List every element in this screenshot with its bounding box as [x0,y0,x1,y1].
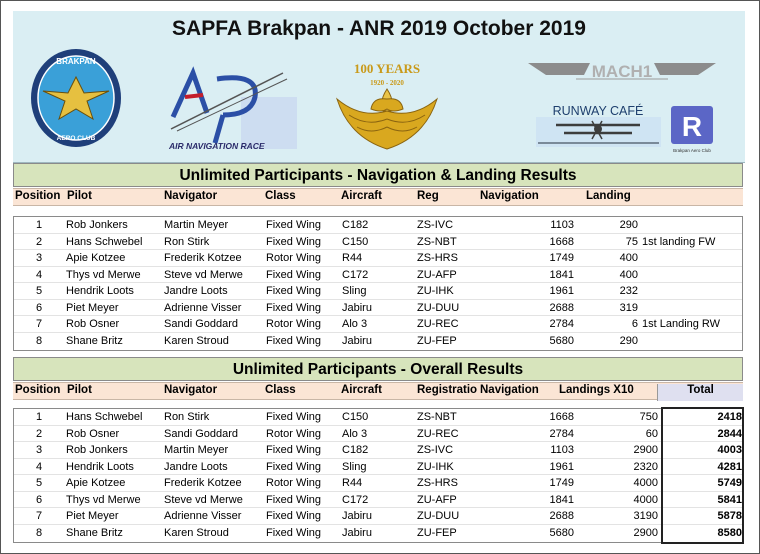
cell-position: 5 [35,477,43,489]
table-row [14,217,742,234]
cell-total: 4003 [717,444,742,456]
cell-position: 2 [35,235,43,248]
cell-navigation: 2688 [549,301,574,314]
runway-cafe-logo [536,103,661,153]
cell-pilot: Rob Osner [66,427,120,440]
header-total: Total [657,384,743,401]
mach1-text: MACH1 [591,62,653,81]
cell-landings-x10: 3190 [633,510,658,522]
table-row [14,442,742,459]
cell-landings-x10: 4000 [633,477,658,489]
header-navigator: Navigator [164,384,218,396]
table-row [14,409,742,426]
cell-position: 2 [35,427,43,440]
years-logo-main-text: 100 YEARS [353,61,421,76]
cell-navigator: Jandre Loots [164,460,228,473]
r-logo-letter: R [681,111,703,142]
cell-position: 6 [35,301,43,314]
cell-navigation: 1749 [549,477,574,489]
nav-landing-table [13,216,743,351]
cell-class: Fixed Wing [266,235,322,248]
header-registration: Registratio [417,384,478,396]
cell-landing: 232 [619,285,638,297]
cell-landings-x10: 4000 [633,493,658,506]
table-row [14,492,742,509]
cell-aircraft: C182 [342,444,369,456]
anr-logo-text: AIR NAVIGATION RACE [169,141,265,151]
cell-class: Fixed Wing [266,285,322,297]
overall-title: Unlimited Participants - Overall Results [13,357,743,381]
cell-aircraft: Sling [342,460,367,473]
cell-registration: ZS-HRS [417,477,458,489]
cell-reg: ZS-HRS [417,252,458,264]
cell-total: 8580 [717,526,742,539]
cell-navigator: Frederik Kotzee [164,252,242,264]
cell-navigation: 1841 [549,268,574,281]
table-row [14,316,742,333]
cell-navigation: 1749 [549,252,574,264]
cell-total: 5749 [717,477,742,489]
cell-pilot: Apie Kotzee [66,477,126,489]
cell-registration: ZS-NBT [417,411,457,423]
cell-pilot: Shane Britz [66,334,123,347]
cell-position: 1 [35,411,43,423]
cell-landing: 319 [619,301,638,314]
cell-aircraft: Jabiru [342,301,372,314]
cell-navigation: 1668 [549,411,574,423]
cell-navigator: Sandi Goddard [164,427,238,440]
r-logo-caption: Brakpan Aero Club [673,148,711,153]
cell-navigator: Ron Stirk [164,411,210,423]
banner-title: SAPFA Brakpan - ANR 2019 October 2019 [172,17,586,40]
cell-registration: ZU-IHK [417,460,454,473]
cell-aircraft: C172 [342,268,369,281]
cell-navigator: Sandi Goddard [164,318,238,330]
nav-landing-title: Unlimited Participants - Navigation & Landing Results [13,163,743,187]
header-aircraft: Aircraft [341,384,382,396]
cell-total: 4281 [717,460,742,473]
years-logo-dates-text: 1920 - 2020 [370,79,404,87]
cell-pilot: Hans Schwebel [66,235,143,248]
cell-pilot: Rob Jonkers [66,219,128,231]
cell-navigator: Martin Meyer [164,444,229,456]
cell-total: 2844 [717,427,742,440]
header-aircraft: Aircraft [341,190,382,202]
cell-landing: 290 [619,334,638,347]
cell-position: 8 [35,334,43,347]
cell-class: Fixed Wing [266,219,322,231]
cell-class: Fixed Wing [266,334,322,347]
table-row [14,234,742,251]
cell-position: 1 [35,219,43,231]
brakpan-logo-top-text: BRAKPAN [56,57,96,66]
cell-landings-x10: 2900 [633,526,658,539]
header-navigation: Navigation [480,190,539,202]
header-pilot: Pilot [67,384,92,396]
cell-aircraft: Alo 3 [342,318,368,330]
cell-navigation: 1668 [549,235,574,248]
cell-pilot: Shane Britz [66,526,123,539]
cell-reg: ZU-AFP [417,268,457,281]
cell-aircraft: R44 [342,477,363,489]
banner [13,11,745,163]
header-position: Position [15,384,61,396]
cell-navigation: 2688 [549,510,574,522]
cell-class: Fixed Wing [266,510,322,522]
header-class: Class [265,384,296,396]
table-row [14,426,742,443]
cell-navigator: Martin Meyer [164,219,229,231]
cell-aircraft: Jabiru [342,526,372,539]
cell-position: 4 [35,268,43,281]
cell-aircraft: C182 [342,219,369,231]
header-reg: Reg [417,190,439,202]
cell-navigator: Karen Stroud [164,526,229,539]
cell-landings-x10: 2320 [633,460,658,473]
cell-pilot: Piet Meyer [66,301,119,314]
cell-pilot: Rob Osner [66,318,120,330]
cell-pilot: Thys vd Merwe [66,493,141,506]
cell-navigation: 2784 [549,318,574,330]
cell-navigation: 1961 [549,285,574,297]
cell-aircraft: Alo 3 [342,427,368,440]
cell-navigation: 1103 [550,219,574,231]
brakpan-logo-bottom-text: AERO CLUB [56,135,96,142]
cell-pilot: Hans Schwebel [66,411,143,423]
cell-comment: 1st Landing RW [642,318,721,330]
100-years-logo [331,53,443,161]
cell-navigator: Karen Stroud [164,334,229,347]
header-navigation: Navigation [480,384,539,396]
table-row [14,300,742,317]
nav-landing-header-row [13,188,743,206]
air-navigation-race-logo [163,63,298,153]
table-row [14,267,742,284]
cell-pilot: Hendrik Loots [66,460,134,473]
cell-navigation: 5680 [549,334,574,347]
runway-cafe-text: RUNWAY CAFÉ [552,104,644,118]
cell-position: 7 [35,318,43,330]
cell-position: 4 [35,460,43,473]
table-row [14,459,742,476]
cell-aircraft: Jabiru [342,334,372,347]
table-row [14,283,742,300]
header-navigator: Navigator [164,190,218,202]
header-position: Position [15,190,61,202]
cell-reg: ZU-DUU [417,301,460,314]
cell-position: 8 [35,526,43,539]
cell-position: 5 [35,285,43,297]
cell-navigator: Jandre Loots [164,285,228,297]
cell-navigation: 1961 [549,460,574,473]
cell-pilot: Thys vd Merwe [66,268,141,281]
cell-pilot: Rob Jonkers [66,444,128,456]
cell-aircraft: R44 [342,252,363,264]
table-row [14,250,742,267]
cell-total: 5841 [717,493,742,506]
header-class: Class [265,190,296,202]
cell-navigator: Frederik Kotzee [164,477,242,489]
cell-reg: ZU-FEP [417,334,457,347]
cell-class: Fixed Wing [266,526,322,539]
cell-navigator: Ron Stirk [164,235,210,248]
cell-landings-x10: 60 [645,427,658,440]
cell-navigator: Steve vd Merwe [164,268,243,281]
cell-class: Rotor Wing [266,252,322,264]
cell-landing: 6 [631,318,638,330]
total-column-box [661,407,744,544]
cell-registration: ZU-REC [417,427,459,440]
table-row [14,508,742,525]
cell-pilot: Apie Kotzee [66,252,126,264]
r-logo [669,106,715,154]
cell-pilot: Piet Meyer [66,510,119,522]
cell-class: Rotor Wing [266,477,322,489]
header-landings-x10: Landings X10 [559,384,634,396]
overall-header-row [13,382,743,400]
cell-position: 7 [35,510,43,522]
cell-pilot: Hendrik Loots [66,285,134,297]
mach1-logo [526,57,718,91]
cell-landing: 75 [625,235,638,248]
cell-navigation: 1841 [549,493,574,506]
header-landing: Landing [586,190,631,202]
table-row [14,475,742,492]
cell-total: 2418 [717,411,742,423]
cell-class: Fixed Wing [266,301,322,314]
cell-total: 5878 [717,510,742,522]
overall-results-table [13,408,743,543]
cell-reg: ZU-IHK [417,285,454,297]
cell-class: Fixed Wing [266,411,322,423]
cell-landings-x10: 750 [639,411,658,423]
table-row [14,333,742,350]
cell-comment: 1st landing FW [642,235,716,248]
cell-position: 3 [35,444,43,456]
cell-aircraft: Sling [342,285,367,297]
cell-class: Rotor Wing [266,318,322,330]
cell-registration: ZU-AFP [417,493,457,506]
cell-position: 3 [35,252,43,264]
cell-landing: 400 [619,268,638,281]
cell-aircraft: Jabiru [342,510,372,522]
cell-aircraft: C150 [342,411,369,423]
cell-navigator: Steve vd Merwe [164,493,243,506]
cell-navigation: 2784 [549,427,574,440]
cell-navigator: Adrienne Visser [164,510,242,522]
brakpan-aero-club-logo [29,47,123,149]
cell-reg: ZS-IVC [417,219,454,231]
table-row [14,525,742,542]
cell-registration: ZS-IVC [417,444,454,456]
cell-landing: 400 [619,252,638,264]
cell-navigation: 5680 [549,526,574,539]
cell-aircraft: C150 [342,235,369,248]
cell-class: Fixed Wing [266,493,322,506]
cell-class: Fixed Wing [266,460,322,473]
cell-landings-x10: 2900 [633,444,658,456]
cell-position: 6 [35,493,43,506]
cell-class: Fixed Wing [266,444,322,456]
cell-navigation: 1103 [550,444,574,456]
cell-reg: ZS-NBT [417,235,457,248]
cell-registration: ZU-FEP [417,526,457,539]
cell-reg: ZU-REC [417,318,459,330]
header-pilot: Pilot [67,190,92,202]
cell-class: Fixed Wing [266,268,322,281]
cell-landing: 290 [619,219,638,231]
cell-navigator: Adrienne Visser [164,301,242,314]
cell-class: Rotor Wing [266,427,322,440]
cell-registration: ZU-DUU [417,510,460,522]
cell-aircraft: C172 [342,493,369,506]
